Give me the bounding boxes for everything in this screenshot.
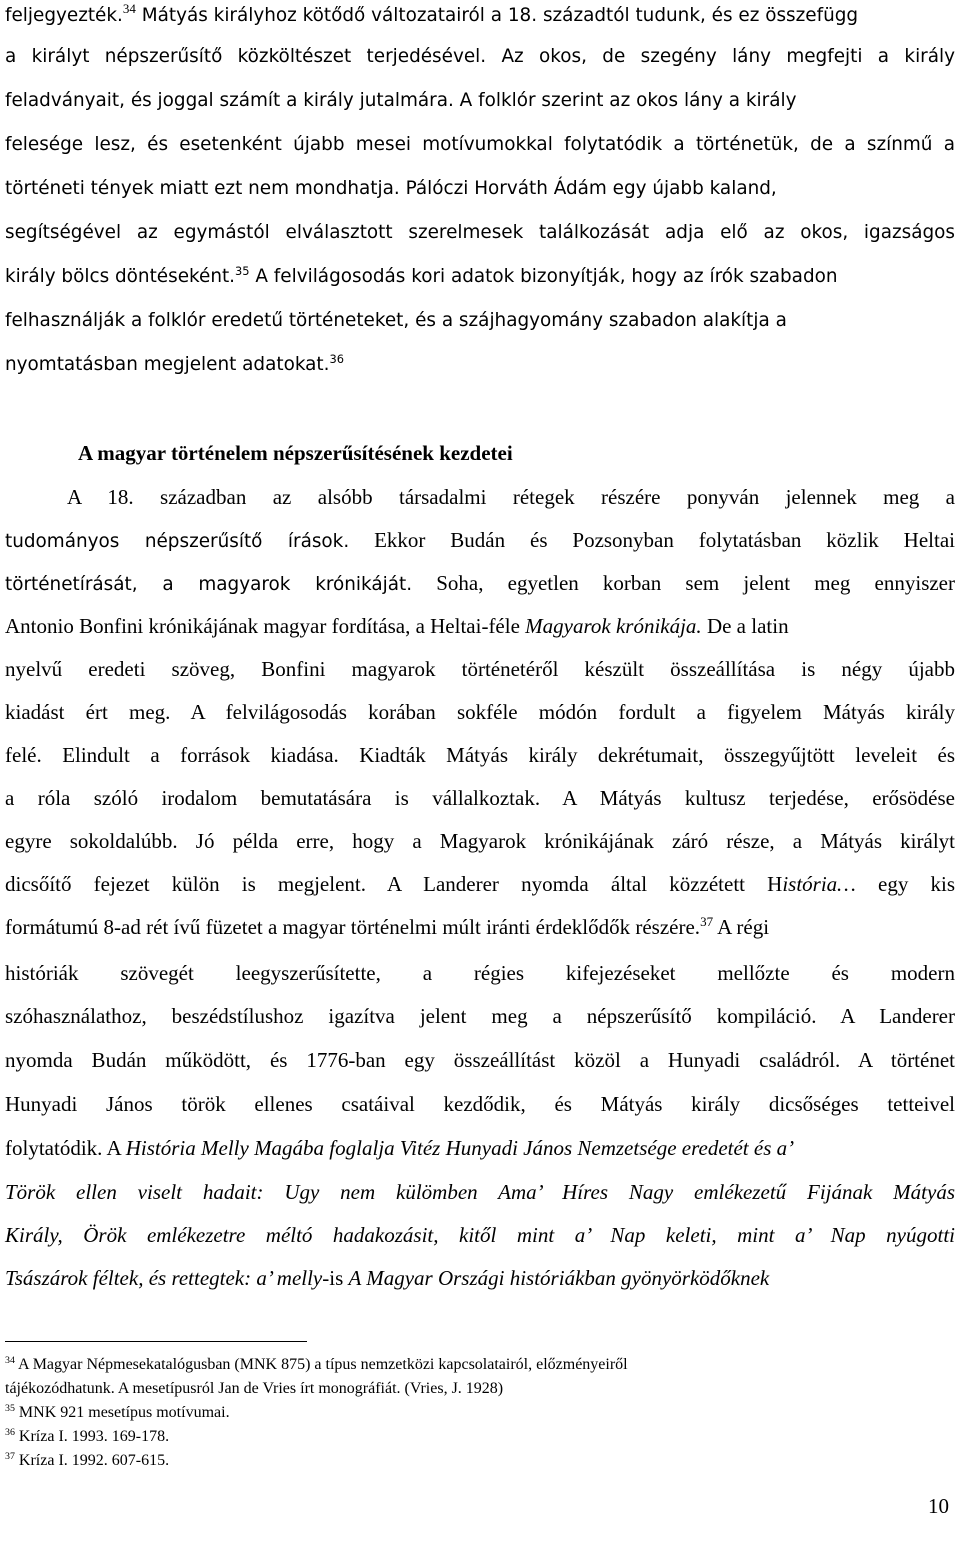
footnote-number: 36 — [5, 1426, 15, 1438]
title-italic: istória… — [782, 872, 856, 896]
text-line — [5, 1180, 955, 1205]
text-line: tudományos népszerűsítő írások. Ekkor Budán és Pozsonyban folytatásban közlik Heltai — [5, 528, 955, 552]
text-line: király bölcs döntéseként.$^{35}$ A felvilágosodás kori adatok bizonyítják, hogy az írók szabadon — [5, 263, 838, 287]
text-line: történeti tények miatt ezt nem mondhatja. Pálóczi Horváth Ádám egy újabb kaland, — [5, 178, 777, 199]
text-line: a róla szóló irodalom bemutatására is vállalkoztak. A Mátyás kultusz terjedése, erősödése — [5, 786, 955, 810]
text-line: nyomtatásban megjelent adatokat.$^{36}$ — [5, 351, 344, 375]
title-italic: Magyarok krónikája. — [525, 614, 702, 638]
text-line: dicsőítő fejezet külön is megjelent. A Landerer nyomda által közzétett História… egy kis — [5, 872, 955, 896]
footnote-37: $^{37}$ Kríza I. 1992. 607-615. — [5, 1450, 170, 1469]
footnote-number: 35 — [5, 1402, 15, 1414]
footnote-number: 37 — [5, 1450, 15, 1462]
footnote-34-continued: tájékozódhatunk. A mesetípusról Jan de Vries írt monográfiát. (Vries, J. 1928) — [5, 1380, 504, 1397]
title-italic: A Magyar Országi históriákban gyönyörködőknek — [348, 1266, 770, 1290]
text-line — [5, 1223, 955, 1248]
footnote-ref-37[interactable]: 37 — [700, 913, 714, 929]
title-italic: Király, Örök emlékezetre méltó hadakozásit, kitől mint a’ Nap keleti, mint a’ Nap nyúgotti — [5, 1223, 955, 1247]
text-line: formátumú 8-ad rét ívű füzetet a magyar történelmi múlt iránti érdeklődők részére.$^{37}$ A régi — [5, 913, 770, 939]
title-italic: Török ellen viselt hadait: Ugy nem külömben Ama’ Híres Nagy emlékezetű Fijának Mátyás — [5, 1180, 955, 1204]
text-line: felesége lesz, és esetenként újabb mesei motívumokkal folytatódik a történetük, de a színmű a — [5, 134, 955, 155]
text-line: Antonio Bonfini krónikájának magyar fordítása, a Heltai-féle Magyarok krónikája. De a latin — [5, 614, 789, 638]
footnote-separator — [5, 1341, 307, 1342]
page-number: 10 — [928, 1494, 949, 1518]
text-line: felé. Elindult a források kiadása. Kiadták Mátyás király dekrétumait, összegyűjtött leveleit és — [5, 743, 955, 767]
text-line: Hunyadi János török ellenes csatáival kezdődik, és Mátyás király dicsőséges tetteivel — [5, 1092, 955, 1116]
text-line: kiadást ért meg. A felvilágosodás korában sokféle módón fordult a figyelem Mátyás király — [5, 700, 955, 724]
footnote-34: $^{34}$ A Magyar Népmesekatalógusban (MNK 875) a típus nemzetközi kapcsolatairól, előzményeiről — [5, 1354, 628, 1373]
footnote-ref-35[interactable]: 35 — [235, 263, 250, 278]
text-line: históriák szövegét leegyszerűsítette, a régies kifejezéseket mellőzte és modern — [5, 961, 955, 985]
text-line: segítségével az egymástól elválasztott szerelmesek találkozását adja elő az okos, igazságos — [5, 222, 955, 243]
text-line: feladványait, és joggal számít a király jutalmára. A folklór szerint az okos lány a király — [5, 90, 797, 111]
text-line: történetírását, a magyarok krónikáját. Soha, egyetlen korban sem jelent meg ennyiszer — [5, 571, 955, 595]
text-line: egyre sokoldalúbb. Jó példa erre, hogy a Magyarok krónikájának záró része, a Mátyás királyt — [5, 829, 955, 853]
text-line: nyomda Budán működött, és 1776-ban egy összeállítást közöl a Hunyadi családról. A történet — [5, 1048, 955, 1072]
text-line: folytatódik. A História Melly Magába foglalja Vitéz Hunyadi János Nemzetsége eredetét és a’ — [5, 1136, 795, 1160]
footnote-number: 34 — [5, 1354, 15, 1366]
title-italic: Tsászárok féltek, és rettegtek: a’ melly — [5, 1266, 323, 1290]
footnote-36: $^{36}$ Kríza I. 1993. 169-178. — [5, 1426, 170, 1445]
footnote-ref-34[interactable]: 34 — [122, 0, 136, 16]
text-line: a királyt népszerűsítő közköltészet terjedésével. Az okos, de szegény lány megfejti a király — [5, 46, 955, 67]
text-line: felhasználják a folklór eredetű történeteket, és a szájhagyomány szabadon alakítja a — [5, 310, 787, 331]
text-line: A 18. században az alsóbb társadalmi rétegek részére ponyván jelennek meg a — [67, 485, 955, 509]
footnote-ref-36[interactable]: 36 — [329, 351, 344, 366]
text-line: szóhasználathoz, beszédstílushoz igazítva jelent meg a népszerűsítő kompiláció. A Landerer — [5, 1004, 955, 1028]
text-line: nyelvű eredeti szöveg, Bonfini magyarok történetéről készült összeállítása is négy újabb — [5, 657, 955, 681]
text-line: feljegyezték.$^{34}$ Mátyás királyhoz kötődő változatairól a 18. századtól tudunk, és ez összefügg — [5, 0, 859, 26]
text-line: Tsászárok féltek, és rettegtek: a’ melly-is A Magyar Országi históriákban gyönyörködőknek — [5, 1266, 770, 1290]
section-heading: A magyar történelem népszerűsítésének kezdetei — [78, 441, 513, 465]
footnote-35: $^{35}$ MNK 921 mesetípus motívumai. — [5, 1402, 230, 1421]
title-italic: História Melly Magába foglalja Vitéz Hunyadi János Nemzetsége eredetét és a’ — [125, 1136, 795, 1160]
